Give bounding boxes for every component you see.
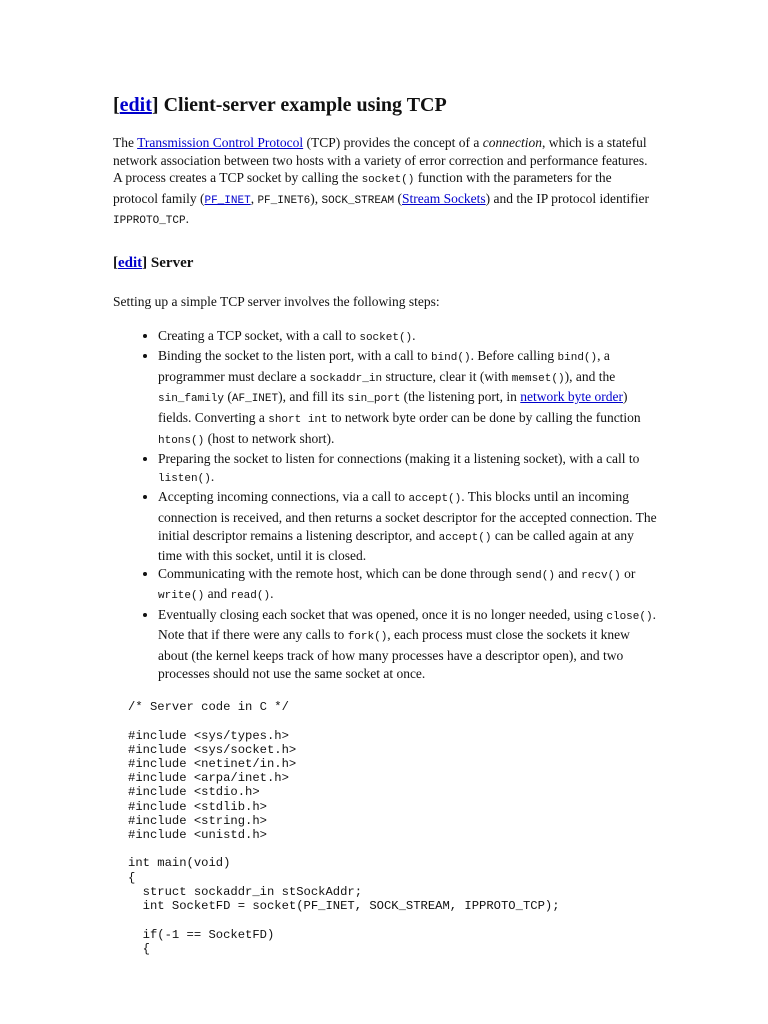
code-inline: bind()	[430, 352, 471, 365]
code-inline: listen()	[158, 472, 211, 485]
code-inline: bind()	[557, 352, 598, 365]
intro-paragraph	[113, 134, 658, 231]
list-item	[158, 450, 658, 488]
code-ipproto-tcp: IPPROTO_TCP	[113, 215, 186, 228]
step-text: (	[224, 389, 232, 405]
intro-text: .	[185, 211, 189, 227]
code-inline: memset()	[511, 372, 565, 385]
code-inline: fork()	[347, 631, 388, 644]
subsection-title: Server	[150, 254, 194, 271]
intro-text: ) and the IP protocol identifier	[485, 190, 649, 206]
code-inline: sin_family	[158, 393, 225, 406]
edit-link[interactable]: edit	[118, 254, 143, 271]
intro-text: ,	[250, 190, 258, 206]
code-inline: AF_INET	[231, 393, 279, 406]
network-byte-order-link[interactable]: network byte order	[520, 389, 623, 405]
code-inline: read()	[230, 590, 271, 603]
section-heading	[113, 92, 658, 118]
code-inline: sin_port	[347, 393, 401, 406]
tcp-link[interactable]: Transmission Control Protocol	[137, 135, 304, 150]
section-title: Client-server example using TCP	[163, 94, 447, 116]
step-text: ), and the	[564, 368, 616, 384]
steps-intro: Setting up a simple TCP server involves the following steps:	[113, 293, 440, 309]
step-text: Accepting incoming connections, via a call to	[158, 489, 409, 505]
step-text: or	[620, 565, 636, 581]
code-block: /* Server code in C */ #include <sys/types.h> #include <sys/socket.h> #include <netinet/in.h> #include <arpa/inet.h> #include <stdio.h> #include <stdlib.h> #include <string.h> #include <unistd.h> int main(void) { struct sockaddr_in stSockAddr; int SocketFD = socket(PF_INET, SOCK_STREAM, IPPROTO_TCP); if(-1 == SocketFD) {	[128, 700, 560, 956]
list-item	[158, 606, 658, 682]
code-inline: accept()	[438, 531, 492, 544]
intro-text: ),	[310, 190, 322, 206]
bracket-open: [	[113, 254, 118, 271]
code-inline: htons()	[158, 434, 205, 447]
step-text: Preparing the socket to listen for connections (making it a listening socket), with a call to	[158, 451, 640, 467]
code-inline: sockaddr_in	[309, 372, 383, 385]
step-text: can be called again at any time with this socket, until it is closed.	[158, 527, 634, 564]
pf-inet-link[interactable]: PF_INET	[204, 194, 251, 207]
step-text: to network byte order can be done by calling the function	[327, 409, 641, 425]
step-text: .	[210, 468, 215, 484]
step-text: Eventually closing each socket that was opened, once it is no longer needed, using	[158, 606, 607, 622]
step-text: ), and fill its	[278, 389, 348, 405]
step-text: and	[554, 565, 582, 581]
intro-text: function with the parameters for the protocol family (	[113, 170, 612, 206]
list-item	[158, 347, 658, 450]
step-text: . Note that if there were any calls to	[158, 606, 656, 643]
stream-sockets-link[interactable]: Stream Sockets	[402, 190, 486, 206]
intro-text: The	[113, 135, 138, 150]
intro-text: (	[394, 190, 403, 206]
code-socket: socket()	[361, 174, 415, 187]
step-text: Creating a TCP socket, with a call to	[158, 327, 360, 343]
step-text: .	[412, 327, 416, 343]
code-inline: close()	[606, 610, 653, 623]
code-inline: write()	[158, 590, 205, 603]
step-text: structure, clear it (with	[382, 368, 512, 384]
bracket-close: ]	[142, 254, 151, 271]
step-text: (the listening port, in	[400, 389, 521, 405]
article-content	[113, 92, 658, 956]
step-text: . Before calling	[470, 348, 558, 364]
subsection-heading	[113, 253, 658, 273]
step-text: , each process must close the sockets it knew about (the kernel keeps track of how many processes have a descriptor open), and two processes should not use the same socket at once.	[158, 627, 630, 681]
step-text: Communicating with the remote host, which can be done through	[158, 565, 516, 581]
steps-list	[113, 327, 658, 683]
code-inline: recv()	[581, 569, 621, 582]
bracket-close: ]	[151, 94, 164, 116]
code-pf-inet6: PF_INET6	[257, 194, 311, 207]
code-inline: short int	[268, 413, 328, 426]
step-text: (host to network short).	[204, 430, 335, 446]
code-sock-stream: SOCK_STREAM	[321, 194, 395, 207]
code-inline: send()	[515, 569, 555, 582]
list-item	[158, 488, 658, 564]
step-text: ) fields. Converting a	[158, 389, 628, 425]
connection-term: connection	[482, 135, 542, 150]
step-text: . This blocks until an incoming connection is received, and then returns a socket descriptor for the accepted connection. The initial descriptor remains a listening descriptor, and	[158, 489, 657, 543]
code-inline: socket()	[359, 331, 413, 344]
list-item	[158, 565, 658, 606]
step-text: .	[270, 586, 274, 602]
code-inline: accept()	[408, 493, 462, 506]
list-item	[158, 327, 658, 348]
step-text: and	[204, 586, 231, 602]
intro-text: (TCP) provides the concept of a	[303, 135, 483, 150]
intro-text: , which is a stateful network association between two hosts with a variety of error correction and performance features. A process creates a TCP socket by calling the	[113, 135, 648, 186]
step-text: , a programmer must declare a	[158, 348, 610, 384]
step-text: Binding the socket to the listen port, with a call to	[158, 348, 431, 364]
edit-link[interactable]: edit	[119, 94, 152, 116]
bracket-open: [	[113, 94, 120, 116]
